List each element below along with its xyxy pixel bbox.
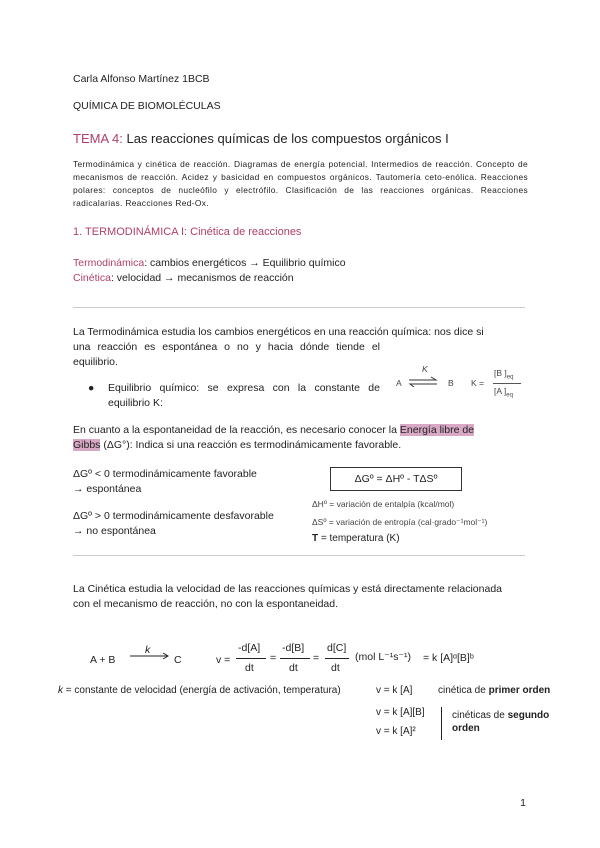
- k-den-sub: eq: [506, 392, 513, 399]
- bullet-text: Equilibrio químico: se expresa con la constante de equilibrio K:: [108, 382, 380, 409]
- equilibrium-diagram: [393, 362, 533, 402]
- gibbs-formula: ΔGº = ΔHº - TΔSº: [354, 473, 438, 485]
- page-number: 1: [520, 797, 526, 809]
- equilibrium-arrows-icon: [408, 376, 438, 388]
- second-order-equation-1: v = k [A][B]: [376, 707, 425, 718]
- k-label: K =: [471, 378, 484, 388]
- frac-dt: dt: [245, 662, 254, 674]
- gibbs-paragraph-line2: [73, 438, 401, 453]
- eq-reactant: A: [396, 378, 402, 388]
- cinetica-label: Cinética: [73, 272, 111, 284]
- reaction-arrow-icon: [130, 652, 170, 660]
- k-den-text: [A ]: [494, 386, 507, 396]
- gibbs-paragraph-line1: [73, 423, 474, 438]
- cinetica-paragraph-line1: La Cinética estudia la velocidad de las reacciones químicas y está directamente relacionada: [73, 583, 502, 595]
- rate-law: = k [A]ᵅ[B]ᵇ: [423, 652, 474, 664]
- k-denominator: [494, 386, 513, 399]
- k-symbol: k: [58, 685, 63, 696]
- k-num-text: [B ]: [494, 368, 507, 378]
- first-order-bold: primer orden: [488, 685, 551, 696]
- t-label: T: [312, 533, 319, 544]
- brace-icon: [441, 707, 442, 740]
- rate-equation: [90, 638, 530, 684]
- favorable-line2: → espontánea: [73, 483, 142, 495]
- t-text: = temperatura (K): [318, 533, 400, 544]
- frac-dt: dt: [331, 662, 340, 674]
- eq-k: K: [422, 364, 428, 374]
- k-fraction-bar: [493, 383, 521, 384]
- first-order-pre: cinética de: [438, 685, 489, 696]
- rate-units: (mol L⁻¹s⁻¹): [355, 651, 411, 663]
- equals: =: [270, 652, 277, 664]
- bullet-dot-icon: ●: [88, 382, 95, 394]
- temperature-definition: [312, 533, 400, 544]
- first-order-label: [438, 685, 550, 696]
- second-order-pre: cinéticas de: [452, 710, 508, 721]
- definition-termodinamica: [73, 256, 346, 271]
- topic-summary: Termodinámica y cinética de reacción. Diagramas de energía potencial. Intermedios de reacción. Concepto de mecanismos de reacción. Acidez y basicidad en compuestos orgánicos. Tautomería ceto-enólica. Reacciones polares: conceptos de nucleófilo y electrófilo. Clasificación de las reacciones orgánicas. Reacciones radicalarias. Reacciones Red-Ox.: [73, 159, 528, 208]
- author-name: Carla Alfonso Martínez 1BCB: [73, 73, 210, 85]
- gibbs-equation-box: [330, 467, 462, 491]
- definition-cinetica: [73, 271, 346, 286]
- frac-dC: d[C]: [327, 642, 347, 654]
- frac-dB: -d[B]: [282, 642, 305, 654]
- favorable-line1: ΔGº < 0 termodinámicamente favorable: [73, 468, 257, 480]
- k-definition-text: = constante de velocidad (energía de activación, temperatura): [63, 685, 341, 696]
- termo-paragraph-line2: una reacción es espontánea o no y hacia dónde tiende el: [73, 341, 380, 353]
- entropy-definition: ΔSº = variación de entropía (cal·grado⁻¹mol⁻¹): [312, 517, 488, 527]
- second-order-bold-1: segundo: [507, 710, 550, 721]
- gibbs-highlight-1: Energía libre de: [399, 424, 475, 436]
- fraction-bar: [325, 658, 349, 659]
- tema-label: TEMA 4:: [73, 131, 123, 146]
- divider: [73, 555, 525, 556]
- tema-title: Las reacciones químicas de los compuestos orgánicos I: [122, 131, 449, 146]
- gibbs-line2-text: (ΔG°): Indica si una reacción es termodinámicamente favorable.: [100, 439, 402, 451]
- k-num-sub: eq: [506, 374, 514, 381]
- second-order-bold-2: orden: [452, 723, 480, 734]
- first-order-equation: v = k [A]: [376, 685, 413, 696]
- second-order-equation-2: v = k [A]²: [376, 726, 416, 737]
- section-title: 1. TERMODINÁMICA I: Cinética de reacciones: [73, 226, 302, 238]
- product: C: [174, 654, 182, 666]
- termo-text: : cambios energéticos → Equilibrio químico: [144, 257, 346, 269]
- velocity-label: v =: [216, 654, 231, 666]
- cinetica-paragraph-line2: con el mecanismo de reacción, no con la espontaneidad.: [73, 598, 339, 610]
- fraction-bar: [280, 658, 310, 659]
- divider: [73, 307, 525, 308]
- termo-label: Termodinámica: [73, 257, 145, 269]
- frac-dA: -d[A]: [238, 642, 261, 654]
- reactants: A + B: [90, 654, 116, 666]
- frac-dt: dt: [289, 662, 298, 674]
- termo-paragraph-line3: equilibrio.: [73, 356, 118, 368]
- fraction-bar: [236, 658, 266, 659]
- termo-paragraph-line1: La Termodinámica estudia los cambios energéticos en una reacción química: nos dice si: [73, 326, 484, 338]
- definitions: [73, 256, 346, 286]
- enthalpy-definition: ΔHº = variación de entalpía (kcal/mol): [312, 499, 455, 509]
- equals: =: [313, 652, 320, 664]
- k-definition: [58, 685, 341, 696]
- second-order-label-2: [452, 723, 480, 734]
- cinetica-text: : velocidad → mecanismos de reacción: [110, 272, 294, 284]
- unfavorable-line1: ΔGº > 0 termodinámicamente desfavorable: [73, 510, 274, 522]
- k-numerator: [494, 368, 513, 381]
- unfavorable-line2: → no espontánea: [73, 525, 156, 537]
- tema-heading: [73, 131, 449, 146]
- rate-constant-k: k: [145, 644, 151, 656]
- second-order-label: [452, 710, 549, 721]
- gibbs-line1-text: En cuanto a la espontaneidad de la reacción, es necesario conocer la: [73, 424, 400, 436]
- gibbs-highlight-2: Gibbs: [73, 439, 101, 451]
- eq-product: B: [448, 378, 454, 388]
- subject-title: QUÍMICA DE BIOMOLÉCULAS: [73, 100, 221, 112]
